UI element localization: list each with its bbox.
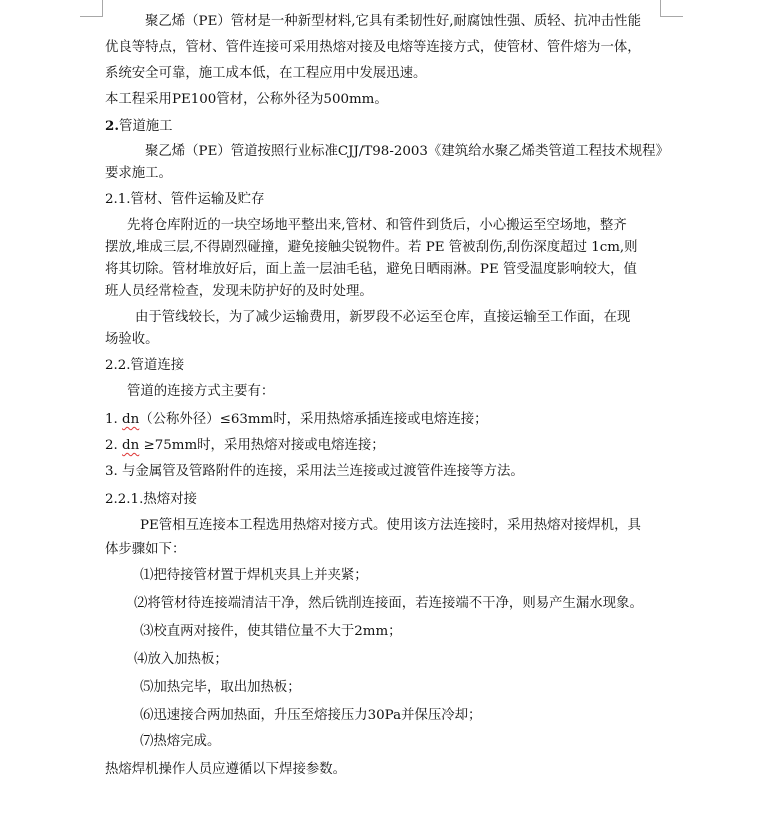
list-item-2-number: 2.	[105, 438, 118, 453]
section-2-number: 2.	[105, 118, 119, 134]
section-2-1-p1-line-2: 摆放,堆成三层,不得剧烈碰撞，避免接触尖锐物件。若 PE 管被刮伤,刮伤深度超过 1cm,则	[105, 240, 638, 255]
section-2-title: 管道施工	[118, 119, 173, 134]
section-2-2-1-para-line-2: 体步骤如下：	[105, 542, 186, 557]
section-2-1-heading: 2.1.管材、管件运输及贮存	[105, 192, 265, 207]
step-6: ⑹迅速接合两加热面，升压至熔接压力30Pa并保压冷却；	[140, 708, 482, 723]
dn-spellcheck-word: dn	[122, 438, 140, 453]
section-2-2-1-para-line-1: PE管相互连接本工程选用热熔对接方式。使用该方法连接时，采用热熔对接焊机，具	[140, 518, 641, 533]
section-2-2-heading: 2.2.管道连接	[105, 358, 185, 373]
closing-sentence: 热熔焊机操作人员应遵循以下焊接参数。	[105, 762, 347, 777]
list-item-1-number: 1.	[105, 412, 118, 427]
section-2-2-1-heading: 2.2.1.热熔对接	[105, 492, 197, 507]
section-2-1-p1-line-3: 将其切除。管材堆放好后，面上盖一层油毛毡，避免日晒雨淋。PE 管受温度影响较大，值	[105, 262, 637, 277]
section-2-2-intro: 管道的连接方式主要有：	[127, 384, 275, 399]
list-item-2	[0, 434, 780, 458]
dn-spellcheck-word: dn	[122, 412, 140, 427]
step-1: ⑴把待接管材置于焊机夹具上并夹紧；	[140, 568, 368, 583]
section-2-para-line-2: 要求施工。	[105, 166, 172, 181]
step-4: ⑷放入加热板；	[134, 652, 228, 667]
section-2-heading	[0, 114, 780, 138]
step-3: ⑶校直两对接件，使其错位量不大于2mm；	[140, 624, 402, 639]
step-5: ⑸加热完毕，取出加热板；	[140, 680, 301, 695]
section-2-1-p1-line-4: 班人员经常检查，发现未防护好的及时处理。	[105, 284, 373, 299]
project-note: 本工程采用PE100管材，公称外径为500mm。	[105, 92, 388, 107]
step-2: ⑵将管材待连接端清洁干净，然后铣削连接面，若连接端不干净，则易产生漏水现象。	[134, 596, 643, 611]
section-2-para-line-1: 聚乙烯（PE）管道按照行业标准CJJ/T98-2003《建筑给水聚乙烯类管道工程技术规程》	[145, 144, 669, 159]
list-item-3: 3. 与金属管及管路附件的连接，采用法兰连接或过渡管件连接等方法。	[105, 464, 524, 479]
list-item-2-text: ≥75mm时，采用热熔对接或电熔连接；	[143, 438, 385, 453]
section-2-1-p2-line-1: 由于管线较长，为了减少运输费用，新罗段不必运至仓库，直接运输至工作面，在现	[135, 310, 631, 325]
step-7: ⑺热熔完成。	[140, 734, 221, 749]
intro-line-3: 系统安全可靠，施工成本低，在工程应用中发展迅速。	[105, 66, 427, 81]
list-item-1-text: （公称外径）≤63mm时，采用热熔承插连接或电熔连接；	[139, 412, 488, 427]
list-item-1	[0, 408, 780, 432]
intro-line-2: 优良等特点，管材、管件连接可采用热熔对接及电熔等连接方式，使管材、管件熔为一体，	[105, 40, 641, 55]
section-2-1-p2-line-2: 场验收。	[105, 332, 159, 347]
section-2-1-p1-line-1: 先将仓库附近的一块空场地平整出来,管材、和管件到货后，小心搬运至空场地，整齐	[127, 218, 627, 233]
intro-line-1: 聚乙烯（PE）管材是一种新型材料,它具有柔韧性好,耐腐蚀性强、质轻、抗冲击性能	[145, 14, 641, 29]
